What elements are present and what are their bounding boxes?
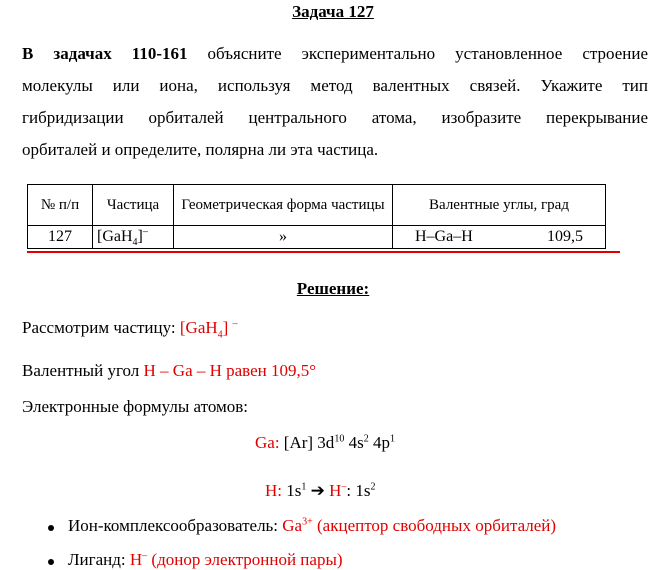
h-element: H:: [265, 481, 282, 500]
angle-name: H–Ga–H: [415, 228, 473, 245]
task-table: [27, 184, 606, 249]
header-particle: Частица: [93, 185, 174, 226]
table-header-row: [28, 185, 606, 226]
description-line-4: орбиталей и определите, полярна ли эта частица.: [22, 140, 379, 159]
header-num: № п/п: [28, 185, 93, 226]
h-ion: H: [329, 481, 342, 500]
bullet-value-sup: –: [142, 550, 148, 562]
ga-d-sup: 10: [334, 433, 345, 445]
particle-base: [GaH: [97, 228, 133, 245]
electron-title: Электронные формулы атомов:: [22, 397, 249, 416]
particle-sup: –: [142, 226, 148, 238]
header-angles: Валентные углы, град: [393, 185, 606, 226]
consider-formula: [179, 318, 238, 341]
description-line-3: гибридизации орбиталей центрального атома, изобразите перекрывание: [22, 108, 648, 127]
bullet-value-rest: (донор электронной пары): [147, 550, 343, 569]
cell-particle: [93, 226, 174, 249]
particle-sub: 4: [132, 237, 138, 249]
consider-formula-end: ]: [222, 318, 233, 337]
red-underline: [27, 251, 620, 253]
consider-line: [22, 318, 238, 341]
angle-line: [22, 361, 316, 381]
bullet-value: [282, 516, 556, 535]
angle-label: Валентный угол: [22, 361, 144, 380]
bullet-value-rest: (акцептор свободных орбиталей): [312, 516, 557, 535]
bullet-value-sup: 3+: [302, 516, 313, 528]
cell-num: 127: [28, 226, 93, 249]
ga-core: [Ar] 3d: [279, 433, 335, 452]
list-item: [68, 550, 343, 570]
angle-value: 109,5: [547, 228, 583, 245]
description-line-2: молекулы или иона, используя метод валентных связей. Укажите тип: [22, 76, 648, 95]
solution-title: Решение:: [296, 279, 370, 298]
cell-angles: [393, 226, 606, 249]
bullet-value-main: H: [129, 550, 143, 569]
ga-element: Ga:: [255, 433, 280, 452]
ga-s-sup: 2: [363, 433, 369, 445]
consider-formula-base: [GaH: [179, 318, 218, 337]
ga-p: 4p: [368, 433, 390, 452]
table-row: [28, 226, 606, 249]
consider-label: Рассмотрим частицу:: [22, 318, 180, 337]
arrow-icon: ➔: [306, 481, 330, 500]
cell-shape: »: [174, 226, 393, 249]
h-part2: 1s: [351, 481, 371, 500]
h-formula: [265, 481, 376, 501]
consider-formula-sup: –: [232, 318, 238, 330]
angle-value-text: H – Ga – H равен 109,5°: [143, 361, 317, 380]
bullet-value-main: Ga: [282, 516, 303, 535]
task-description: [22, 38, 648, 166]
description-line-1: [22, 38, 648, 70]
consider-formula-sub: 4: [217, 329, 223, 341]
bullet-value: [130, 550, 343, 569]
task-title: Задача 127: [292, 2, 374, 21]
ga-formula: [255, 433, 395, 453]
particle-end: ]: [137, 228, 143, 245]
h-ion-sup: –: [341, 481, 347, 493]
bullet-icon: [48, 525, 54, 531]
ga-s: 4s: [344, 433, 364, 452]
h-part1: 1s: [282, 481, 302, 500]
ga-p-sup: 1: [389, 433, 395, 445]
h-part1-sup: 1: [301, 481, 307, 493]
bullet-label: Ион-комплексообразователь:: [68, 516, 283, 535]
h-ion-colon: :: [346, 481, 352, 500]
header-shape: Геометрическая форма частицы: [174, 185, 393, 226]
bullet-icon: [48, 559, 54, 565]
list-item: [68, 516, 556, 536]
bullet-label: Лиганд:: [68, 550, 130, 569]
h-part2-sup: 2: [370, 481, 376, 493]
description-bold-prefix: В задачах 110-161: [22, 44, 188, 63]
description-line-1-rest: объясните экспериментально установленное строение: [187, 44, 648, 63]
